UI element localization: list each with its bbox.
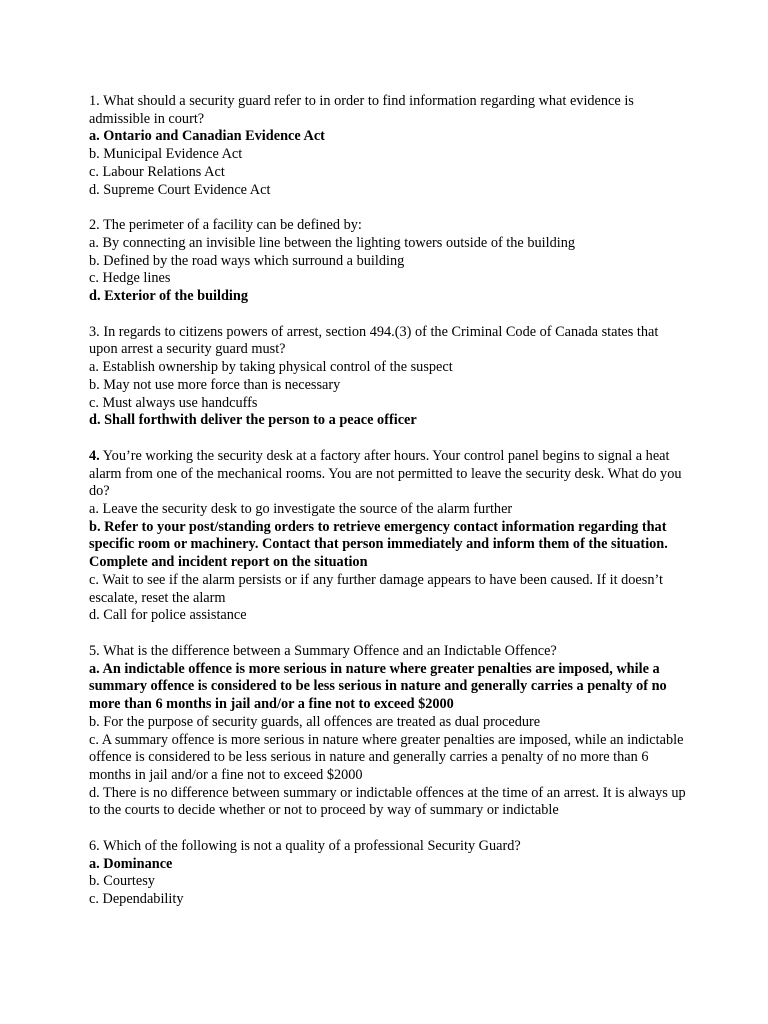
answer-option-correct: d. Exterior of the building [89, 288, 249, 305]
answer-option: a. Establish ownership by taking physical control of the suspect [89, 359, 453, 376]
question-number: 1. [89, 93, 100, 109]
question-2 [89, 217, 688, 306]
question-number: 4. [89, 447, 100, 464]
answer-option: b. Courtesy [89, 873, 155, 890]
question-text [89, 217, 688, 235]
question-1 [89, 93, 688, 199]
question-text [89, 643, 688, 661]
question-prompt: In regards to citizens powers of arrest, section 494.(3) of the Criminal Code of Canada states that upon arrest a security guard must? [89, 323, 659, 358]
question-prompt: What is the difference between a Summary Offence and an Indictable Offence? [103, 642, 557, 659]
answer-option-correct: a. An indictable offence is more serious in nature where greater penalties are imposed, while a summary offence is considered to be less serious in nature and generally carries a penalty of no more than 6 months in jail and/or a fine not to exceed $2000 [89, 660, 667, 713]
question-prompt: Which of the following is not a quality of a professional Security Guard? [103, 838, 521, 855]
question-3 [89, 324, 688, 430]
question-number: 3. [89, 323, 100, 340]
question-number: 2. [89, 217, 100, 234]
answer-option: c. Dependability [89, 891, 184, 908]
question-number: 6. [89, 838, 100, 855]
answer-option: d. Call for police assistance [89, 607, 247, 624]
answer-option: b. Municipal Evidence Act [89, 146, 243, 163]
answer-option: a. By connecting an invisible line between the lighting towers outside of the building [89, 234, 575, 251]
question-text [89, 838, 688, 856]
answer-option: a. Leave the security desk to go investigate the source of the alarm further [89, 501, 513, 518]
answer-option: b. For the purpose of security guards, all offences are treated as dual procedure [89, 713, 541, 730]
question-4 [89, 448, 688, 625]
answer-option-correct: d. Shall forthwith deliver the person to a peace officer [89, 412, 417, 429]
question-text [89, 324, 688, 359]
answer-option: c. Must always use handcuffs [89, 394, 258, 411]
question-prompt: You’re working the security desk at a factory after hours. Your control panel begins to signal a heat alarm from one of the mechanical rooms. You are not permitted to leave the security desk. What do you do? [89, 447, 682, 500]
question-number: 5. [89, 642, 100, 659]
answer-option: c. Wait to see if the alarm persists or if any further damage appears to have been caused. If it doesn’t escalate, reset the alarm [89, 571, 663, 606]
answer-option: b. May not use more force than is necessary [89, 376, 341, 393]
question-6 [89, 838, 688, 909]
question-text [89, 93, 688, 128]
question-5 [89, 643, 688, 820]
question-prompt: What should a security guard refer to in order to find information regarding what evidence is admissible in court? [89, 93, 634, 127]
question-prompt: The perimeter of a facility can be defined by: [103, 217, 362, 234]
answer-option: c. Labour Relations Act [89, 163, 225, 180]
answer-option: d. There is no difference between summary or indictable offences at the time of an arrest. It is always up to the courts to decide whether or not to proceed by way of summary or indictable [89, 784, 686, 819]
answer-option: c. Hedge lines [89, 270, 171, 287]
answer-option: b. Defined by the road ways which surround a building [89, 252, 405, 269]
question-text [89, 448, 688, 501]
answer-option-correct: a. Ontario and Canadian Evidence Act [89, 128, 325, 145]
answer-option-correct: b. Refer to your post/standing orders to retrieve emergency contact information regarding that specific room or machinery. Contact that person immediately and inform them of the situation. Complete and incident report on the situation [89, 518, 668, 571]
answer-option: d. Supreme Court Evidence Act [89, 181, 271, 198]
answer-option-correct: a. Dominance [89, 855, 173, 872]
answer-option: c. A summary offence is more serious in nature where greater penalties are imposed, while an indictable offence is considered to be less serious in nature and generally carries a penalty of no more than 6 months in jail and/or a fine not to exceed $2000 [89, 731, 684, 783]
